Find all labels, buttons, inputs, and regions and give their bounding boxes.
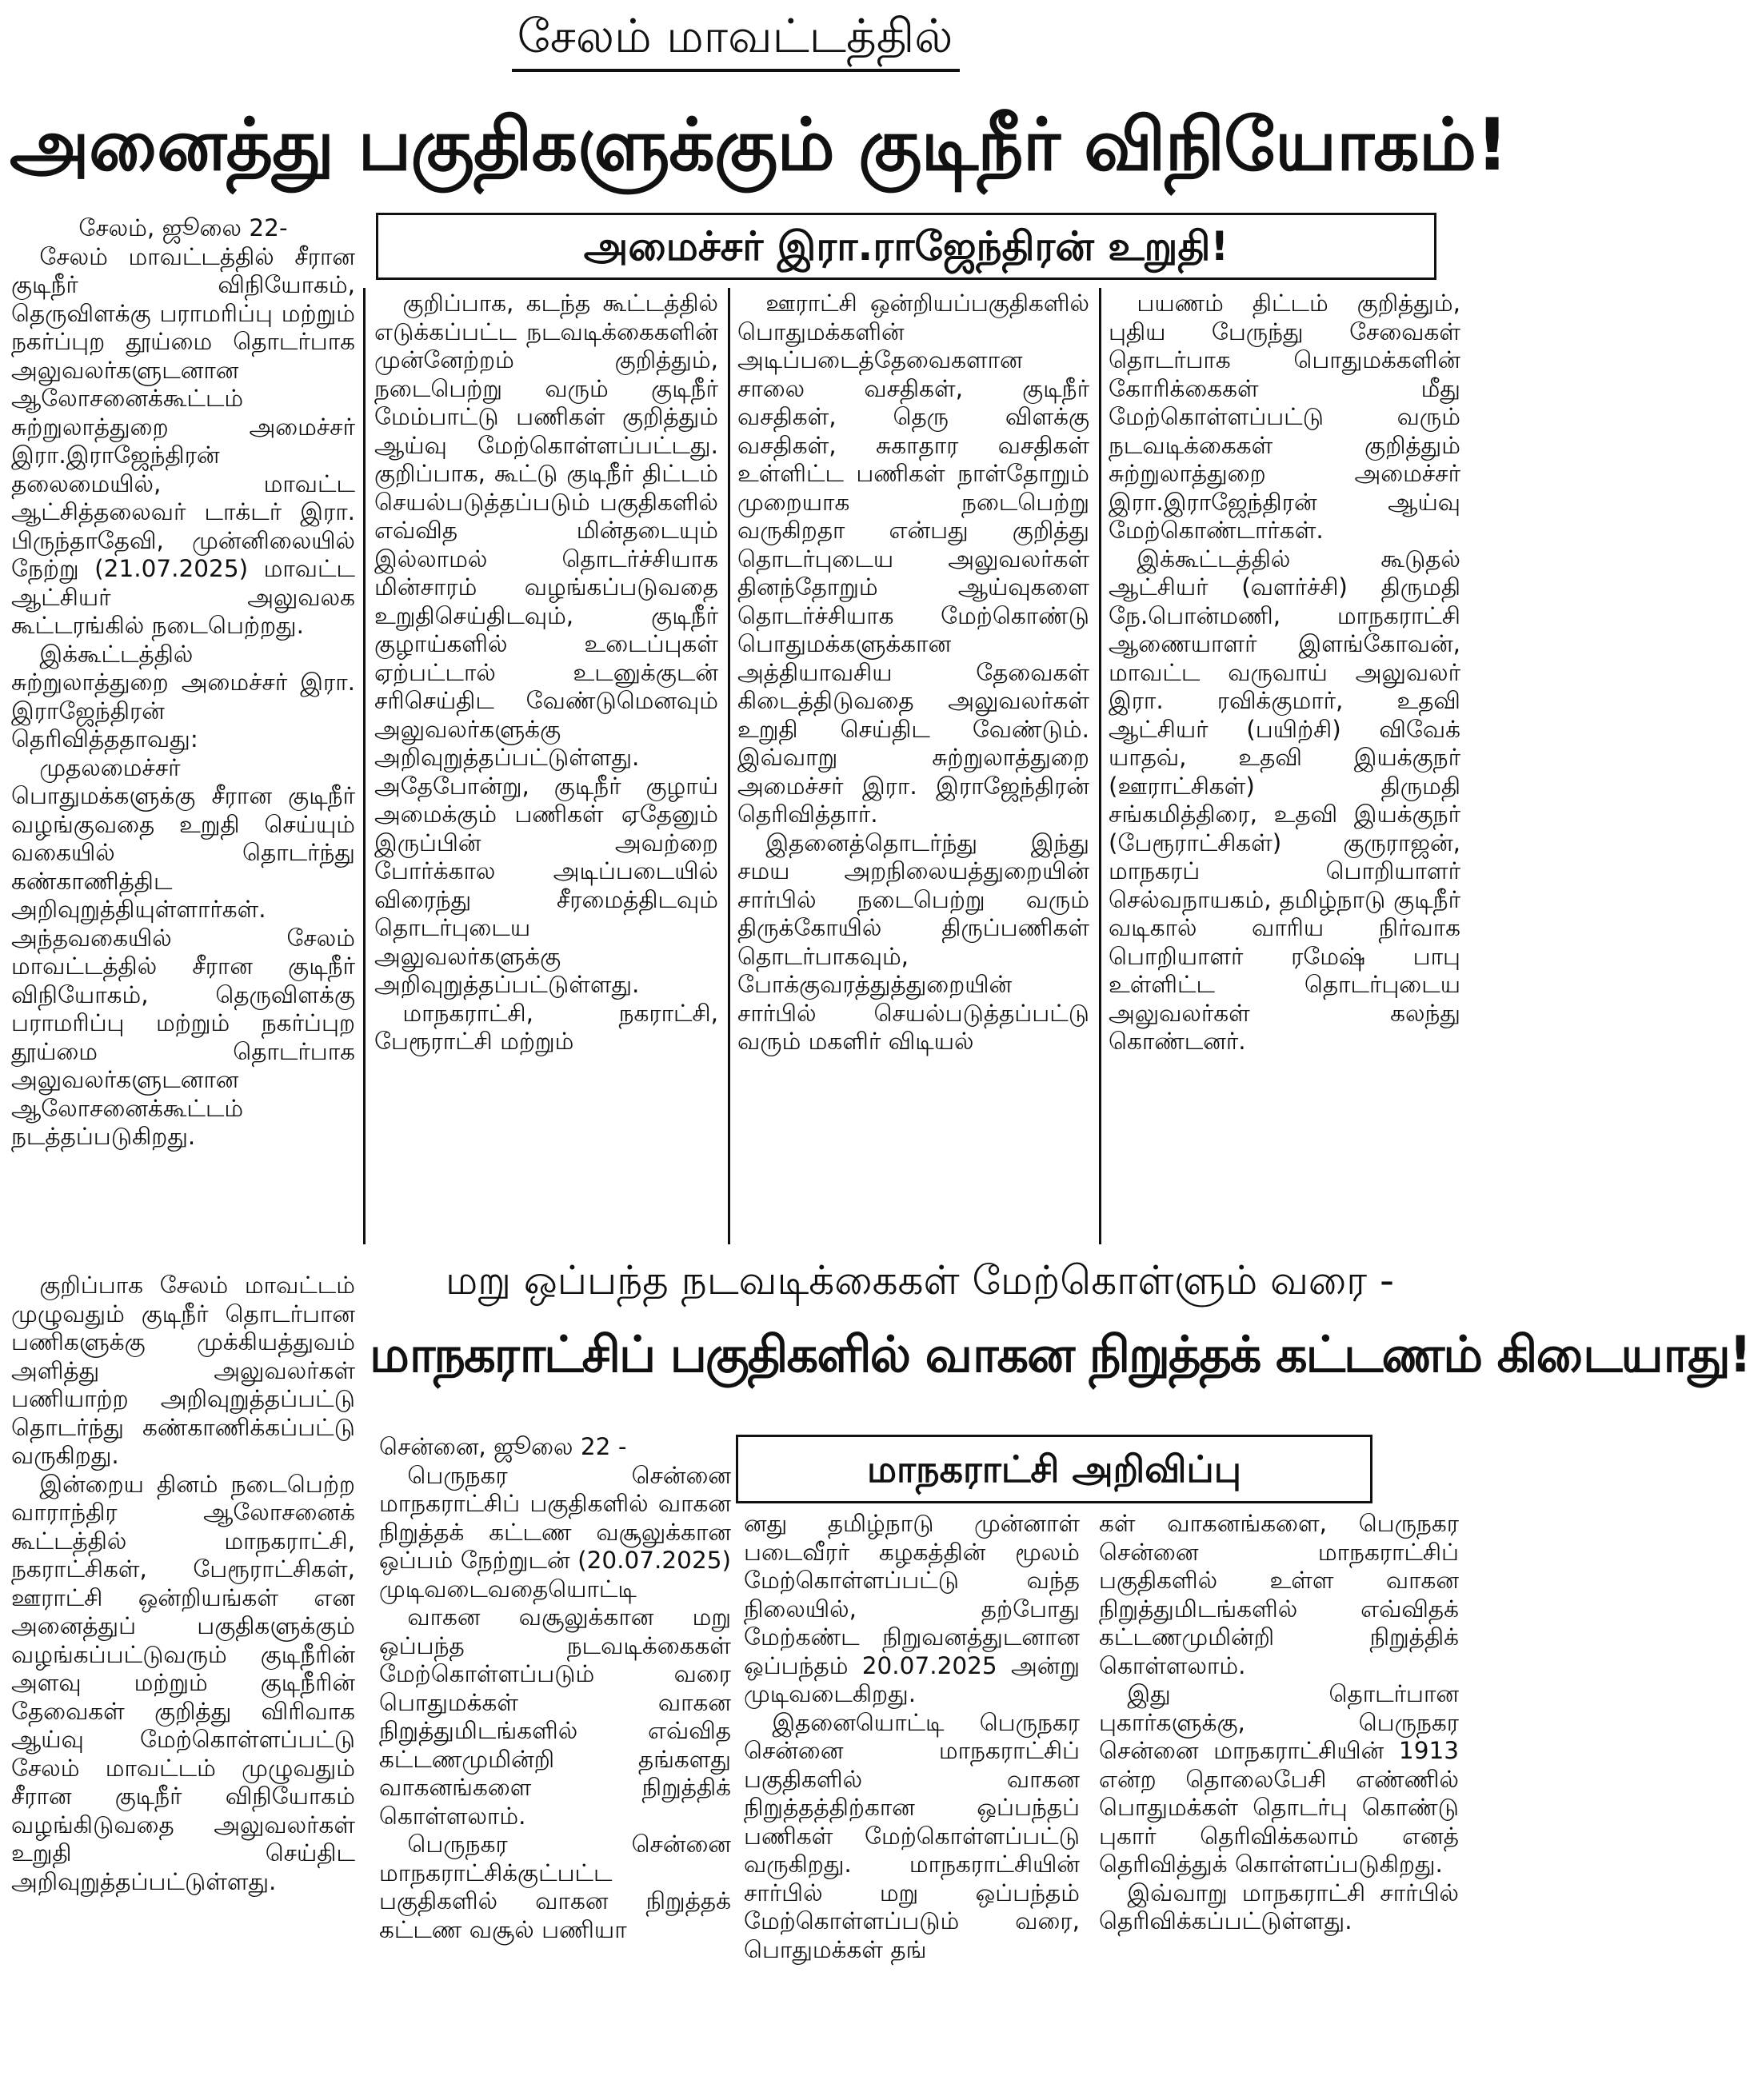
kicker-underline	[512, 69, 960, 72]
paragraph: ஊராட்சி ஒன்றியப்பகுதிகளில் பொதுமக்களின் அடிப்படைத்தேவைகளான சாலை வசதிகள், குடிநீர் வசதிகள், தெரு விளக்கு வசதிகள், சுகாதார வசதிகள் உள்ளிட்ட பணிகள் நாள்தோறும் முறையாக நடைபெற்று வருகிறதா என்பது குறித்து தொடர்புடைய அலுவலர்கள் தினந்தோறும் ஆய்வுகளை தொடர்ச்சியாக மேற்கொண்டு பொதுமக்களுக்கான அத்தியாவசிய தேவைகள் கிடைத்திடுவதை அலுவலர்கள் உறுதி செய்திட வேண்டும். இவ்வாறு சுற்றுலாத்துறை அமைச்சர் இரா. இராஜேந்திரன் தெரிவித்தார்.	[737, 289, 1089, 828]
article1-subheadline: அமைச்சர் இரா.ராஜேந்திரன் உறுதி!	[376, 213, 1436, 280]
article1-column-1-continued	[11, 1272, 355, 2087]
paragraph: னது தமிழ்நாடு முன்னாள் படைவீரர் கழகத்தின் மூலம் மேற்கொள்ளப்பட்டு வந்த நிலையில், தற்போது மேற்கண்ட நிறுவனத்துடனான ஒப்பந்தம் 20.07.2025 அன்று முடிவடைகிறது.	[744, 1510, 1080, 1707]
paragraph: பெருநகர சென்னை மாநகராட்சிக்குட்பட்ட பகுதிகளில் வாகன நிறுத்தக் கட்டண வசூல் பணியா	[379, 1831, 731, 1943]
article1-column-2	[374, 289, 718, 1246]
article1-headline: அனைத்து பகுதிகளுக்கும் குடிநீர் விநியோகம்!	[10, 103, 1508, 187]
paragraph: இது தொடர்பான புகார்களுக்கு, பெருநகர சென்னை மாநகராட்சியின் 1913 என்ற தொலைபேசி எண்ணில் பொதுமக்கள் தொடர்பு கொண்டு புகார் தெரிவிக்கலாம் எனத் தெரிவித்துக் கொள்ளப்படுகிறது.	[1099, 1680, 1459, 1878]
article1-dateline: சேலம், ஜூலை 22-	[78, 214, 288, 242]
paragraph: குறிப்பாக சேலம் மாவட்டம் முழுவதும் குடிநீர் தொடர்பான பணிகளுக்கு முக்கியத்துவம் அளித்து அலுவலர்கள் பணியாற்ற அறிவுறுத்தப்பட்டு தொடர்ந்து கண்காணிக்கப்பட்டு வருகிறது.	[11, 1272, 355, 1469]
article1-column-1	[11, 214, 355, 1264]
paragraph: மாநகராட்சி, நகராட்சி, பேரூராட்சி மற்றும்	[374, 999, 718, 1055]
paragraph: இதனைத்தொடர்ந்து இந்து சமய அறநிலையத்துறையின் சார்பில் நடைபெற்று வரும் திருக்கோயில் திருப்பணிகள் தொடர்பாகவும், போக்குவரத்துத்துறையின் சார்பில் செயல்படுத்தப்பட்டு வரும் மகளிர் விடியல்	[737, 828, 1089, 1055]
article1-kicker: சேலம் மாவட்டத்தில்	[517, 9, 953, 63]
paragraph: குறிப்பாக, கடந்த கூட்டத்தில் எடுக்கப்பட்ட நடவடிக்கைகளின் முன்னேற்றம் குறித்தும், நடைபெற்று வரும் குடிநீர் மேம்பாட்டு பணிகள் குறித்தும் ஆய்வு மேற்கொள்ளப்பட்டது. குறிப்பாக, கூட்டு குடிநீர் திட்டம் செயல்படுத்தப்படும் பகுதிகளில் எவ்வித மின்தடையும் இல்லாமல் தொடர்ச்சியாக மின்சாரம் வழங்கப்படுவதை உறுதிசெய்திடவும், குடிநீர் குழாய்களில் உடைப்புகள் ஏற்பட்டால் உடனுக்குடன் சரிசெய்திட வேண்டுமெனவும் அலுவலர்களுக்கு அறிவுறுத்தப்பட்டுள்ளது. அதேபோன்று, குடிநீர் குழாய் அமைக்கும் பணிகள் ஏதேனும் இருப்பின் அவற்றை போர்க்கால அடிப்படையில் விரைந்து சீரமைத்திடவும் தொடர்புடைய அலுவலர்களுக்கு அறிவுறுத்தப்பட்டுள்ளது.	[374, 289, 718, 998]
article2-column-3	[1099, 1510, 1459, 2089]
paragraph: சேலம் மாவட்டத்தில் சீரான குடிநீர் விநியோகம், தெருவிளக்கு பராமரிப்பு மற்றும் நகர்ப்புற தூய்மை தொடர்பாக அலுவலர்களுடனான ஆலோசனைக்கூட்டம் சுற்றுலாத்துறை அமைச்சர் இரா.இராஜேந்திரன் தலைமையில், மாவட்ட ஆட்சித்தலைவர் டாக்டர் இரா. பிருந்தாதேவி, முன்னிலையில் நேற்று (21.07.2025) மாவட்ட ஆட்சியர் அலுவலக கூட்டரங்கில் நடைபெற்றது.	[11, 242, 355, 639]
paragraph: முதலமைச்சர் பொதுமக்களுக்கு சீரான குடிநீர் வழங்குவதை உறுதி செய்யும் வகையில் தொடர்ந்து கண்காணித்திட அறிவுறுத்தியுள்ளார்கள். அந்தவகையில் சேலம் மாவட்டத்தில் சீரான குடிநீர் விநியோகம், தெருவிளக்கு பராமரிப்பு மற்றும் நகர்ப்புற தூய்மை தொடர்பாக அலுவலர்களுடனான ஆலோசனைக்கூட்டம் நடத்தப்படுகிறது.	[11, 753, 355, 1150]
paragraph: கள் வாகனங்களை, பெருநகர சென்னை மாநகராட்சிப் பகுதிகளில் உள்ள வாகன நிறுத்துமிடங்களில் எவ்விதக் கட்டணமுமின்றி நிறுத்திக் கொள்ளலாம்.	[1099, 1510, 1459, 1679]
column-divider	[728, 288, 730, 1244]
article2-subheadline: மாநகராட்சி அறிவிப்பு	[736, 1435, 1372, 1503]
paragraph: பயணம் திட்டம் குறித்தும், புதிய பேருந்து சேவைகள் தொடர்பாக பொதுமக்களின் கோரிக்கைகள் மீது மேற்கொள்ளப்பட்டு வரும் நடவடிக்கைகள் குறித்தும் சுற்றுலாத்துறை அமைச்சர் இரா.இராஜேந்திரன் ஆய்வு மேற்கொண்டார்கள்.	[1109, 289, 1460, 544]
article2-column-2	[744, 1510, 1080, 2089]
paragraph: இன்றைய தினம் நடைபெற்ற வாராந்திர ஆலோசனைக் கூட்டத்தில் மாநகராட்சி, நகராட்சிகள், பேரூராட்சிகள், ஊராட்சி ஒன்றியங்கள் என அனைத்துப் பகுதிகளுக்கும் வழங்கப்பட்டுவரும் குடிநீரின் அளவு மற்றும் குடிநீரின் தேவைகள் குறித்து விரிவாக ஆய்வு மேற்கொள்ளப்பட்டு சேலம் மாவட்டம் முழுவதும் சீரான குடிநீர் விநியோகம் வழங்கிடுவதை அலுவலர்கள் உறுதி செய்திட அறிவுறுத்தப்பட்டுள்ளது.	[11, 1470, 355, 1895]
paragraph: இக்கூட்டத்தில் கூடுதல் ஆட்சியர் (வளர்ச்சி) திருமதி நே.பொன்மணி, மாநகராட்சி ஆணையாளர் இளங்கோவன், மாவட்ட வருவாய் அலுவலர் இரா. ரவிக்குமார், உதவி ஆட்சியர் (பயிற்சி) விவேக் யாதவ், உதவி இயக்குநர் (ஊராட்சிகள்) திருமதி சங்கமித்திரை, உதவி இயக்குநர் (பேரூராட்சிகள்) குருராஜன், மாநகரப் பொறியாளர் செல்வநாயகம், தமிழ்நாடு குடிநீர் வடிகால் வாரிய நிர்வாக பொறியாளர் ரமேஷ் பாபு உள்ளிட்ட தொடர்புடைய அலுவலர்கள் கலந்து கொண்டனர்.	[1109, 545, 1460, 1055]
paragraph: பெருநகர சென்னை மாநகராட்சிப் பகுதிகளில் வாகன நிறுத்தக் கட்டண வசூலுக்கான ஒப்பம் நேற்றுடன் (20.07.2025) முடிவடைவதையொட்டி	[379, 1461, 731, 1603]
article1-column-4	[1109, 289, 1460, 1246]
column-divider	[363, 288, 366, 1244]
paragraph: வாகன வசூலுக்கான மறு ஒப்பந்த நடவடிக்கைகள் மேற்கொள்ளப்படும் வரை பொதுமக்கள் வாகன நிறுத்துமிடங்களில் எவ்வித கட்டணமுமின்றி தங்களது வாகனங்களை நிறுத்திக் கொள்ளலாம்.	[379, 1603, 731, 1830]
article1-column-3	[737, 289, 1089, 1246]
article2-dateline: சென்னை, ஜூலை 22 -	[379, 1433, 627, 1460]
article2-kicker: மறு ஒப்பந்த நடவடிக்கைகள் மேற்கொள்ளும் வரை -	[445, 1257, 1395, 1304]
article2-headline: மாநகராட்சிப் பகுதிகளில் வாகன நிறுத்தக் கட்டணம் கிடையாது!	[370, 1325, 1750, 1383]
paragraph: இதனையொட்டி பெருநகர சென்னை மாநகராட்சிப் பகுதிகளில் வாகன நிறுத்தத்திற்கான ஒப்பந்தப் பணிகள் மேற்கொள்ளப்பட்டு வருகிறது. மாநகராட்சியின் சார்பில் மறு ஒப்பந்தம் மேற்கொள்ளப்படும் வரை, பொதுமக்கள் தங்	[744, 1708, 1080, 1963]
paragraph: இவ்வாறு மாநகராட்சி சார்பில் தெரிவிக்கப்பட்டுள்ளது.	[1099, 1878, 1459, 1934]
column-divider	[1099, 288, 1101, 1244]
article2-column-1	[379, 1433, 731, 2089]
paragraph: இக்கூட்டத்தில் சுற்றுலாத்துறை அமைச்சர் இரா. இராஜேந்திரன் தெரிவித்ததாவது:	[11, 640, 355, 753]
